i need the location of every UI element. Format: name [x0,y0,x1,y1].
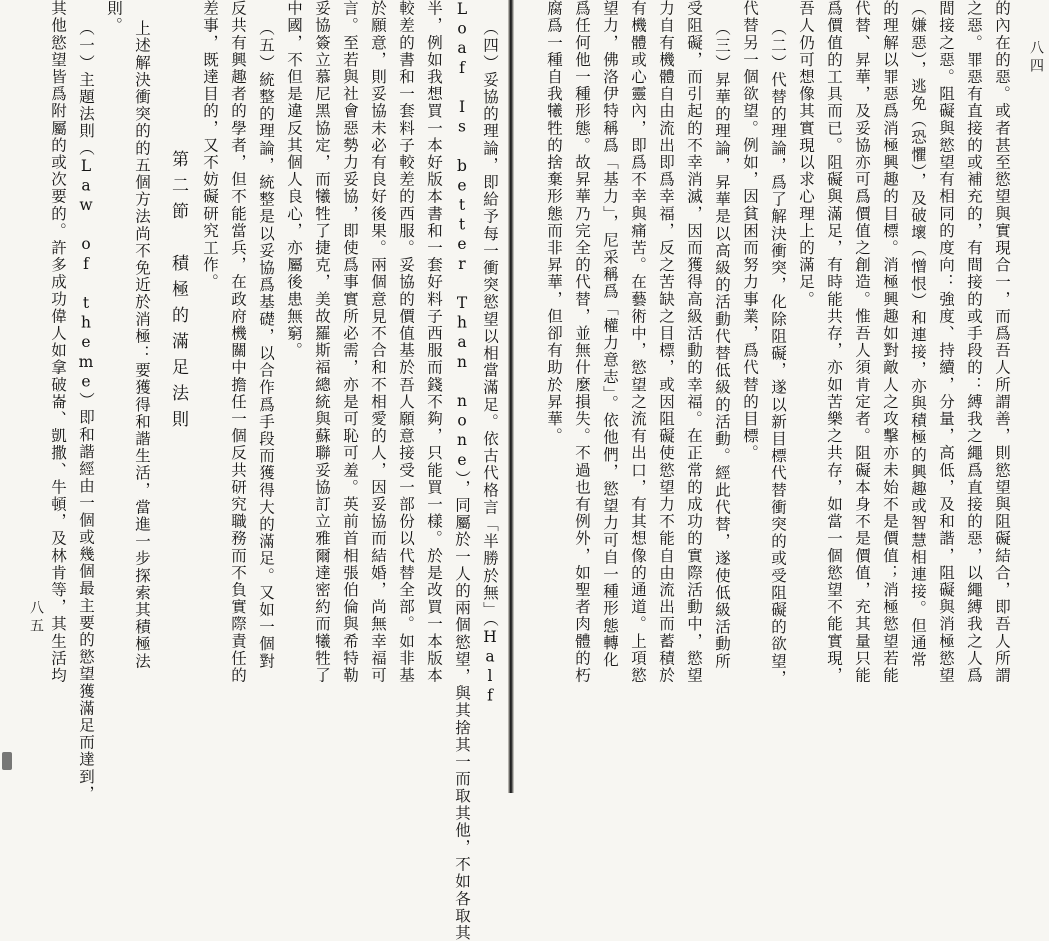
text-column: 之惡。罪惡有直接的或補充的，有間接的或手段的：縛我之繩爲直接的惡，以繩縛我之人爲 [965,0,983,684]
left-page [0,0,510,941]
text-column: 較差的書和一套料子較差的西服。妥協的價值基於吾人願意接受一部份以代替全部。如非基 [397,0,415,684]
text-column: 的內在的惡。或者甚至慾望與實現合一，而爲吾人所謂善，則慾望與阻礙結合，即吾人所謂 [993,0,1011,684]
scan-mark [2,752,12,770]
text-column: （三）昇華的理論，昇華是以高級的活動代替低級的活動。經此代替，遂使低級活動所 [713,20,731,670]
text-column: Loaf Is better Than none），同屬於一人的兩個慾望，與其捨其一而取其他，不如各取其 [453,0,471,941]
text-column: 中國，不但是違反其個人良心，亦屬後患無窮。 [285,0,303,360]
text-column: 則。 [105,0,123,35]
text-column: 的理解以罪惡爲消極興趣的目標。消極興趣如對敵人之攻擊亦未始不是價值；消極慾望若能 [881,0,899,684]
text-column: 力自有機體自由流出即爲幸福，反之苦缺之目標，或因阻礙使慾望力不能自由流出而蓄積於 [657,0,675,684]
text-column: 爲任何他一種形態。故昇華乃完全的代替，並無什麼損失。不過也有例外，如聖者肉體的朽 [573,0,591,684]
text-column: （五）統整的理論，統整是以妥協爲基礎，以合作爲手段而獲得大的滿足。又如一個對 [257,20,275,670]
text-column: （二）代替的理論，爲了解決衝突，化除阻礙，遂以新目標代替衝突的或受阻礙的欲望， [769,20,787,687]
text-column: 反共有興趣者的學者，但不能當兵，在政府機關中擔任一個反共研究職務而不負實際責任的 [229,0,247,684]
text-column: （一）主題法則（Law of theme）即和諧經由一個或幾個最主要的慾望獲滿足而達到， [77,20,95,803]
text-column: 其他慾望皆爲附屬的或次要的。許多成功偉人如拿破崙、凱撒、牛頓，及林肯等，其生活均 [49,0,67,684]
text-column: 間接之惡。阻礙與慾望有相同的度向：強度、持續，分量，高低，及和諧，阻礙與消極慾望 [937,0,955,684]
text-column: 腐爲一種自我犧牲的捨棄形態而非昇華，但卻有助於昇華。 [545,0,563,445]
right-page [514,0,1049,793]
text-column: 受阻礙，而引起的不幸消滅，因而獲得高級活動的幸福。在正常的成功的實際活動中，慾望 [685,0,703,684]
text-column: 爲價值的工具而已。阻礙與滿足，有時能共存，亦如苦樂之共存，如當一個慾望不能實現， [825,0,843,684]
text-column: （四）妥協的理論，即給予每一衝突慾望以相當滿足。依古代格言「半勝於無」（Half [481,20,499,707]
page-number: 八四 [1028,40,1044,76]
text-column: 言。至若與社會惡勢力妥協，即使爲事實所必需，亦是可恥可羞。英前首相張伯倫與希特勒 [341,0,359,684]
text-column: 有機體或心靈內，即爲不幸與痛苦。在藝術中，慾望之流有出口，有其想像的通道。上項慾 [629,0,647,684]
page-number: 八五 [28,600,44,636]
text-column: 妥協簽立慕尼黑協定，而犧牲了捷克，美故羅斯福總統與蘇聯妥協訂立雅爾達密約而犧牲了 [313,0,331,684]
text-column: （嫌惡），逃免（恐懼），及破壞（憎恨）和連接，亦與積極的興趣或智慧相連接。但通常 [909,0,927,669]
text-column: 於願意，則妥協未必有良好後果。兩個意見不合和不相愛的人，因妥協而結婚，尚無幸福可 [369,0,387,684]
text-column: 吾人仍可想像其實現以求心理上的滿足。 [797,0,815,308]
text-column: 代替另一個欲望。例如，因貧困而努力事業，爲代替的目標。 [741,0,759,462]
text-column: 代替、昇華，及妥協亦可爲價值之創造。惟吾人須肯定者。阻礙本身不是價值，充其量只能 [853,0,871,684]
text-column: 差事，既達目的，又不妨礙研究工作。 [201,0,219,291]
section-heading: 第二節 積極的滿足法則 [168,150,188,436]
text-column: 半，例如我想買一本好版本書和一套好料子西服而錢不夠，只能買一樣。於是改買一本版本 [425,0,443,684]
text-column: 上述解決衝突的的五個方法尚不免近於消極：要獲得和諧生活，當進一步探索其積極法 [133,20,151,670]
text-column: 望力，佛洛伊特稱爲「基力」，尼采稱爲「權力意志」。依他們，慾望力可自一種形態轉化 [601,0,619,669]
